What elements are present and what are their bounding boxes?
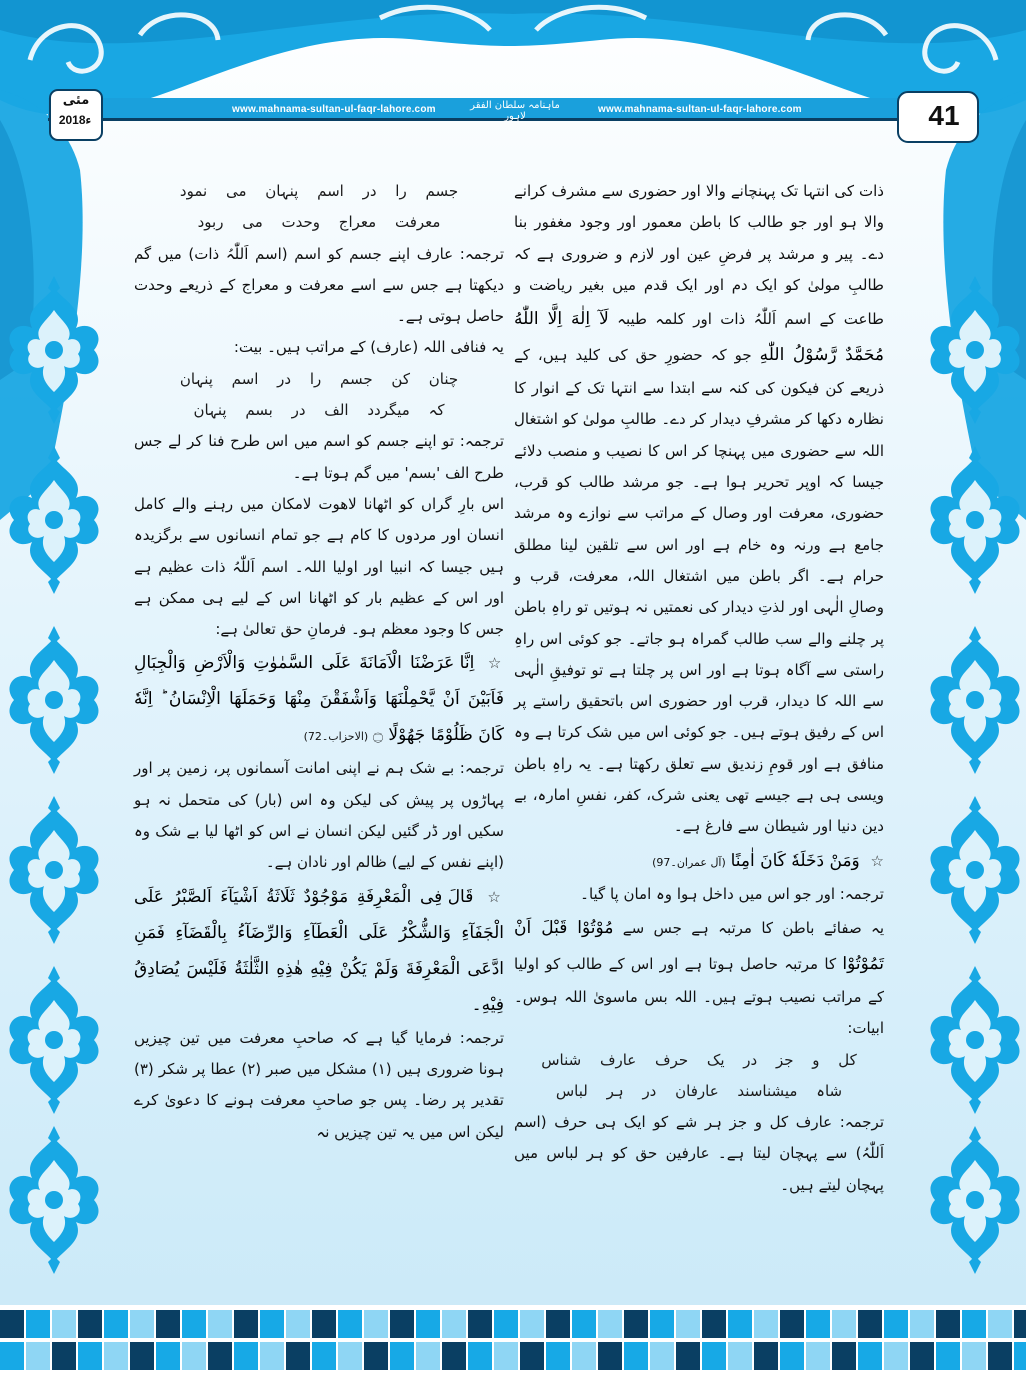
left-column — [134, 176, 504, 1148]
star-icon: ☆ — [487, 654, 504, 673]
translation: ترجمہ: عارف کل و جز ہر شے کو ایک ہی حرف (اسم اَللّٰہُ) سے پہچان لیتا ہے۔ عارفین حق کو ہر لباس میں پہچان لیتے ہیں۔ — [514, 1113, 884, 1194]
verse-reference: (آل عمران۔97) — [652, 855, 726, 869]
translation: ترجمہ: تو اپنے جسم کو اسم میں اس طرح فنا کر لے جس طرح الف 'بسم' میں گم ہوتا ہے۔ — [134, 432, 504, 482]
verse-reference: (الاحزاب۔72) — [303, 730, 369, 744]
poem-line: کہ میگردد الف در بسم پنہان — [193, 401, 445, 420]
verse-block — [134, 645, 504, 753]
header-url-left[interactable]: www.mahnama-sultan-ul-faqr-lahore.com — [232, 104, 436, 115]
translation: ترجمہ: فرمایا گیا ہے کہ صاحبِ معرفت میں تین چیزیں ہونا ضروری ہیں (۱) مشکل میں صبر (۲) عطا پر شکر (۳) تقدیر پر رضا۔ پس جو صاحبِ معرفت ہونے کا دعویٰ کرے لیکن اس میں یہ تین چیزیں نہ — [134, 1028, 505, 1141]
paragraph: اس بارِ گراں کو اٹھانا لاھوت لامکان میں رہنے والے کامل انسان اور مردوں کا کام ہے جو تمام انسانوں سے برگزیدہ ہیں جیسا کہ انبیا اور اولیا اللہ۔ اسم اَللّٰہُ ذات عظیم ہے اور اس کے عظیم بار کو اٹھانا اس کے لیے ہی ممکن ہے جس کا وجود معظم ہو۔ فرمانِ حق تعالیٰ ہے: — [134, 494, 504, 639]
header-brand: ماہنامہ سلطان الفقر لاہور — [470, 100, 560, 122]
verse-arabic: وَمَنْ دَخَلَهٗ كَانَ اٰمِنًا — [730, 850, 860, 871]
verse-block — [514, 843, 884, 879]
quote-arabic: قَالَ فِى الْمَعْرِفَةِ مَوْجُوْدٌ ثَلَاثَةُ اَشْيَآءَ اَلصَّبْرُ عَلَى الْجَفَآءِ وَالشُّكْرُ عَلَى الْعَطَآءِ وَالرِّضَآءُ بِالْقَضَآءِ فَمَنِ ادَّعَى الْمَعْرِفَةَ وَلَمْ يَكُنْ فِيْهِ هٰذِهِ الثَّلٰثَةُ فَلَيْسَ يُصَادِقُ فِيْهِ۔ — [134, 886, 504, 1015]
paragraph: یہ صفائے باطن کا مرتبہ ہے جس سے مُوْتُوْا قَبْلَ اَنْ تَمُوْتُوْا کا مرتبہ حاصل ہوتا ہے اور اس کے طالب کو اولیا کے مراتب نصیب ہوتے ہیں۔ اللہ بس ماسویٰ اللہ ہوس۔ ابیات: — [514, 917, 884, 1038]
poem-line: چنان کن جسم را در اسم پنہان — [179, 369, 459, 388]
issue-year: 2018ء — [58, 113, 92, 127]
translation: ترجمہ: اور جو اس میں داخل ہوا وہ امان پا گیا۔ — [580, 884, 884, 903]
star-icon: ☆ — [487, 887, 504, 906]
translation: ترجمہ: بے شک ہم نے اپنی امانت آسمانوں پر، زمین پر اور پہاڑوں پر پیش کی لیکن وہ اس (بار) کی متحمل نہ ہو سکیں اور ڈر گئیں لیکن انسان نے اس کو اٹھا لیا بے شک وہ (اپنے نفس کے لیے) ظالم اور نادان ہے۔ — [134, 759, 504, 872]
star-icon: ☆ — [870, 851, 884, 870]
poem-line: شاہ میشناسند عارفان در ہر لباس — [555, 1081, 843, 1100]
poem-line: معرفت معراج وحدت می ربود — [197, 213, 441, 232]
poem-line: جسم را در اسم پنہان می نمود — [179, 182, 459, 200]
page-number: 41 — [928, 100, 960, 131]
hadith-arabic: مُوْتُوْا قَبْلَ اَنْ تَمُوْتُوْا — [514, 917, 884, 974]
issue-month: مئی — [62, 93, 90, 108]
header-url-right[interactable]: www.mahnama-sultan-ul-faqr-lahore.com — [598, 104, 802, 115]
quote-block — [134, 879, 504, 1023]
intro-line: یہ فنافی اللہ (عارف) کے مراتب ہیں۔ بیت: — [233, 338, 504, 357]
kalma-arabic: لَآ اِلٰهَ اِلَّا اللّٰهُ مُحَمَّدٌ رَّسُوْلُ اللّٰهِ — [514, 309, 884, 366]
verse-arabic: اِنَّا عَرَضْنَا الْاَمَانَةَ عَلَى السَّمٰوٰتِ وَالْاَرْضِ وَالْجِبَالِ فَاَبَيْنَ اَنْ يَّحْمِلْنَهَا وَاَشْفَقْنَ مِنْهَا وَحَمَلَهَا الْاِنْسَانُ ؕ اِنَّهٗ كَانَ ظَلُوْمًا جَهُوْلًا ۝ — [134, 653, 504, 746]
paragraph: ذات کی انتہا تک پہنچانے والا اور حضوری سے مشرف کرانے والا ہو اور جو طالب کا باطن معمور اور وجود مغفور بنا دے۔ پیر و مرشد پر فرضِ عین اور لازم و ضروری ہے کہ طالبِ مولیٰ کو ایک دم اور ایک قدم میں بغیر ریاضت و طاعت کے اسم اَللّٰہُ ذات اور کلمہ طیبہ لَآ اِلٰهَ اِلَّا اللّٰهُ مُحَمَّدٌ رَّسُوْلُ اللّٰهِ جو کہ حضورِ حق کی کلید ہیں، کے ذریعے کن فیکون کی کنہ سے ابتدا سے انتہا تک کے انوار کا نظارہ دکھا کر مشرفِ دیدار کر دے۔ طالبِ مولیٰ کو اشتغال اللہ سے حضوری میں پہنچا کر اس کا نصیب و منصب دلائے جیسا کہ اوپر تحریر ہوا ہے۔ جو مرشد طالب کو قرب، حضوری، معرفت اور وصال کے مراتب سے نوازے وہ مرشد جامع ہے ورنہ وہ خام ہے اور اس سے تلقین لینا مطلق حرام ہے۔ اگر باطن میں اشتغال اللہ، معرفت، قرب و وصالِ الٰہی اور لذتِ دیدار کی نعمتیں نہ ہوتیں تو راہِ باطن پر چلنے والے سب طالب گمراہ ہو جاتے۔ جو کوئی اس راہِ راستی سے آگاہ ہوتا ہے اور اس پر چلتا ہے تو توفیقِ الٰہی سے اللہ کا دیدار، قرب اور حضوری اس باتحقیق راستے پر اس کے رفیق ہوتے ہیں۔ جو کوئی اس میں شک کرتا ہے وہ منافق ہے اور قومِ زندیق سے تعلق رکھتا ہے۔ یہ راہِ باطن ویسی ہی ہے جیسے تھی یعنی شرک، کفر، نفسِ امارہ، بے دین دنیا اور شیطان سے فارغ ہے۔ — [514, 182, 884, 836]
right-column — [514, 176, 884, 1201]
translation: ترجمہ: عارف اپنے جسم کو اسم (اسم اَللّٰہُ ذات) میں گم دیکھتا ہے جس سے اسے معرفت و معراج کے ذریعے وحدت حاصل ہوتی ہے۔ — [134, 244, 504, 326]
poem-line: کل و جز در یک حرف عارف شناس — [541, 1050, 857, 1069]
